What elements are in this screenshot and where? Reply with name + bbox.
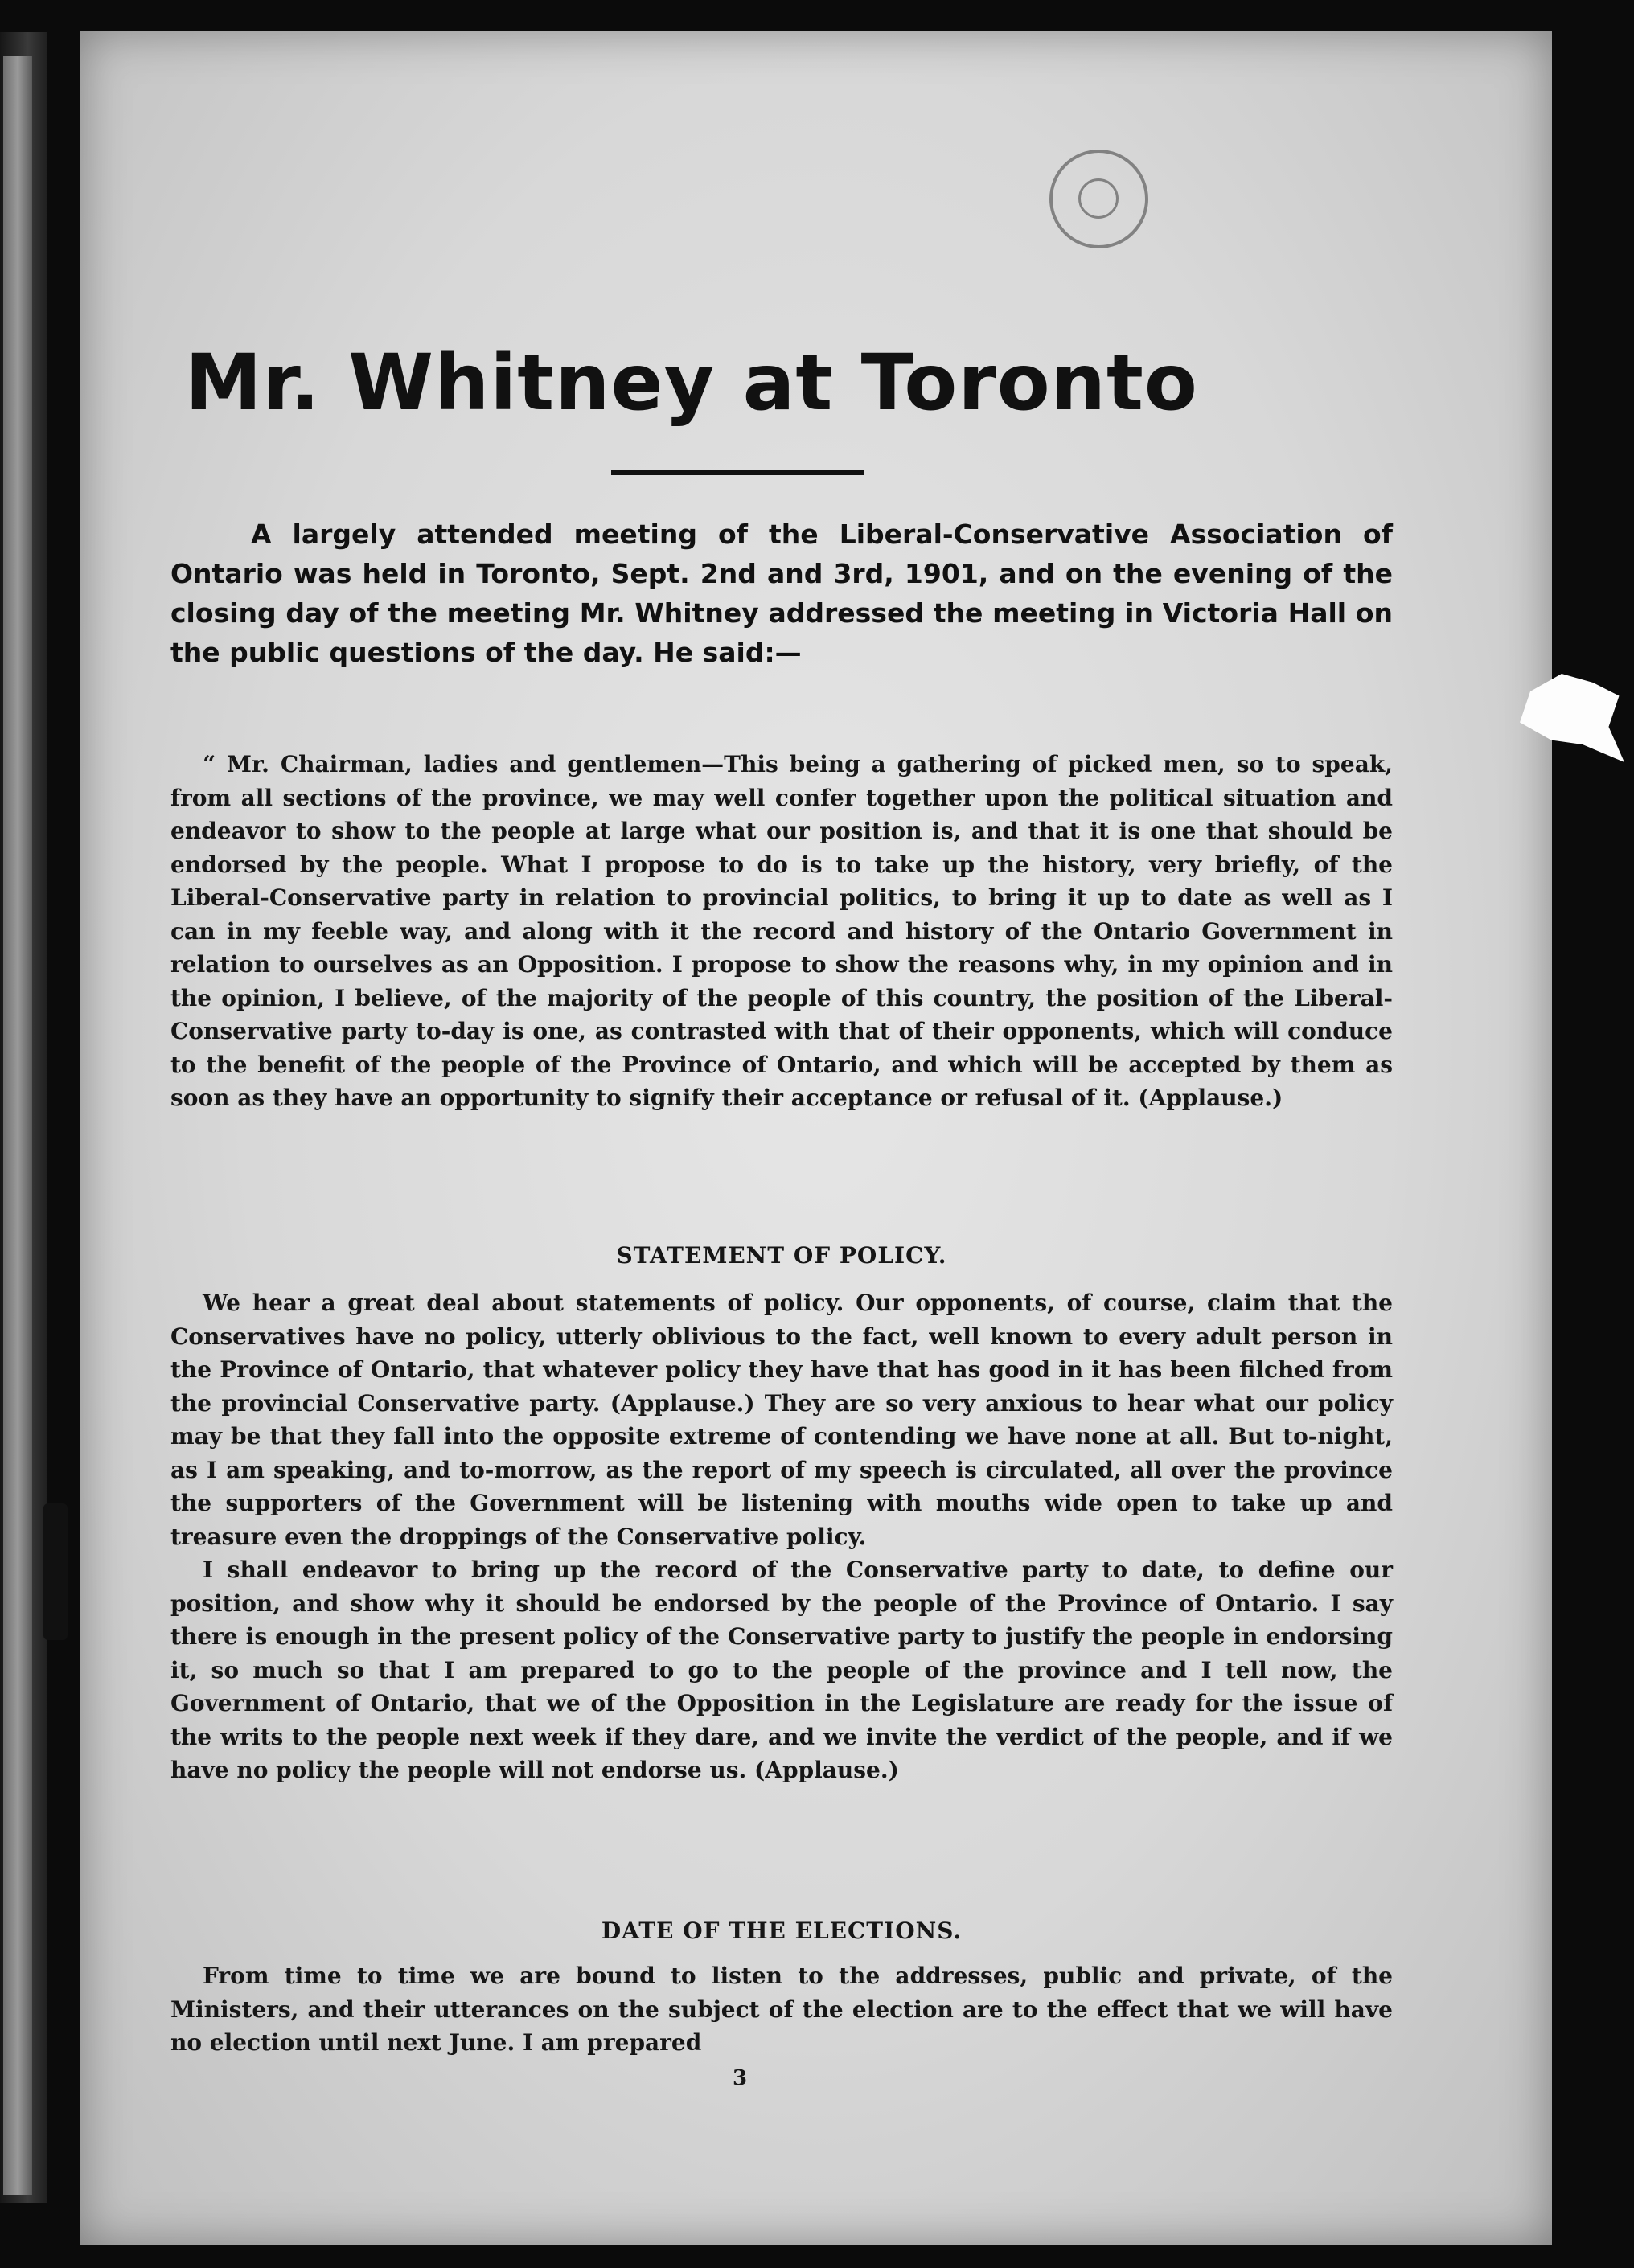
elections-section: [170, 1959, 1393, 2060]
opening-paragraph-block: [170, 748, 1393, 1115]
binding-clip: [43, 1503, 68, 1640]
opening-paragraph: “ Mr. Chairman, ladies and gentlemen—This being a gathering of picked men, so to speak, from all sections of the province, we may well confer together upon the political situation and endeavor to show to the people at large what our position is, and that it is one that should be endorsed by the people. What I propose to do is to take up the history, very briefly, of the Liberal-Conservative party in relation to provincial politics, to bring it up to date as well as I can in my feeble way, and along with it the record and history of the Ontario Government in relation to ourselves as an Opposition. I propose to show the reasons why, in my opinion and in the opinion, I believe, of the majority of the people of this country, the position of the Liberal-Conservative party to-day is one, as contrasted with that of their opponents, which will conduce to the benefit of the people of the Province of Ontario, and which will be accepted by them as soon as they have an opportunity to signify their acceptance or refusal of it. (Applause.): [170, 751, 1393, 1111]
policy-section: [170, 1286, 1393, 1787]
heading-statement-of-policy: STATEMENT OF POLICY.: [616, 1242, 947, 1269]
page-number: 3: [732, 2066, 748, 2090]
policy-paragraph-1: We hear a great deal about statements of policy. Our opponents, of course, claim that the Conservatives have no policy, utterly oblivious to the fact, well known to every adult person in the Province of Ontario, that whatever policy they have that has good in it has been filched from the provincial Conservative party. (Applause.) They are so very anxious to hear what our policy may be that they fall into the opposite extreme of contending we have none at all. But to-night, as I am speaking, and to-morrow, as the report of my speech is circulated, all over the province the supporters of the Government will be listening with mouths wide open to take up and treasure even the droppings of the Conservative policy.: [170, 1290, 1393, 1550]
elections-paragraph: From time to time we are bound to listen to the addresses, public and private, of the Ministers, and their utterances on the subject of the election are to the effect that we will have no election until next June. I am prepared: [170, 1962, 1393, 2056]
torn-paper-mark: [1520, 674, 1624, 762]
library-stamp-icon: [1049, 150, 1148, 248]
intro-paragraph: A largely attended meeting of the Liberal-Conservative Association of Ontario was held in Toronto, Sept. 2nd and 3rd, 1901, and on the evening of the closing day of the meeting Mr. Whitney addressed the meeting in Victoria Hall on the public questions of the day. He said:—: [170, 519, 1393, 668]
document-title: Mr. Whitney at Toronto: [185, 338, 1198, 428]
heading-date-of-elections: DATE OF THE ELECTIONS.: [601, 1917, 963, 1944]
policy-paragraph-2: I shall endeavor to bring up the record of the Conservative party to date, to define our position, and show why it should be endorsed by the people of the Province of Ontario. I say there is enough in the present policy of the Conservative party to justify the people in endorsing it, so much so that I am prepared to go to the people of the province and I tell now, the Government of Ontario, that we of the Opposition in the Legislature are ready for the issue of the writs to the people next week if they dare, and we invite the verdict of the people, and if we have no policy the people will not endorse us. (Applause.): [170, 1556, 1393, 1783]
title-rule: [611, 470, 864, 475]
adjacent-page-strip: [3, 56, 32, 2195]
